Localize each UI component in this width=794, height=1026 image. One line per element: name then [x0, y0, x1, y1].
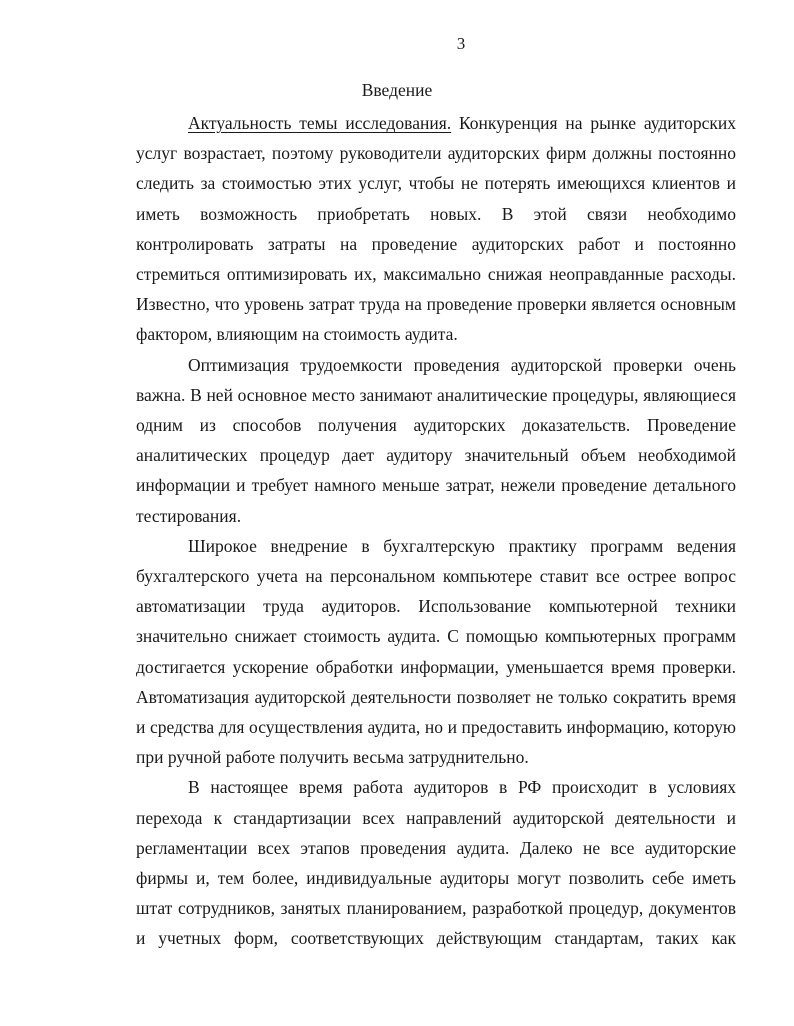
- relevance-lead-phrase: Актуальность темы исследования.: [188, 113, 452, 133]
- paragraph-text: Широкое внедрение в бухгалтерскую практику программ ведения бухгалтерского учета на персональном компьютере ставит все острее вопрос автоматизации труда аудиторов. Использование компьютерной техники значительно снижает стоимость аудита. С помощью компьютерных программ достигается ускорение обработки информации, уменьшается время проверки. Автоматизация аудиторской деятельности позволяет не только сократить время и средства для осуществления аудита, но и предоставить информацию, которую при ручной работе получить весьма затруднительно.: [136, 535, 736, 768]
- paragraph-text: Конкуренция на рынке аудиторских услуг возрастает, поэтому руководители аудиторских фирм должны постоянно следить за стоимостью этих услуг, чтобы не потерять имеющихся клиентов и иметь возможность приобретать новых. В этой связи необходимо контролировать затраты на проведение аудиторских работ и постоянно стремиться оптимизировать их, максимально снижая неоправданные расходы. Известно, что уровень затрат труда на проведение проверки является основным фактором, влияющим на стоимость аудита.: [136, 113, 736, 345]
- page-number: 3: [456, 34, 466, 53]
- section-title: Введение: [361, 80, 433, 100]
- paragraph-standardization: [136, 772, 736, 953]
- body-text: [136, 108, 736, 954]
- paragraph-relevance: [136, 108, 736, 350]
- paragraph-text: В настоящее время работа аудиторов в РФ происходит в условиях перехода к стандартизации всех направлений аудиторской деятельности и регламентации всех этапов проведения аудита. Далеко не все аудиторские фирмы и, тем более, индивидуальные аудиторы могут позволить себе иметь штат сотрудников, занятых планированием, разработкой процедур, документов и учетных форм, соответствующих действующим стандартам, таких как: [136, 777, 736, 949]
- paragraph-optimization: [136, 350, 736, 531]
- paragraph-text: Оптимизация трудоемкости проведения аудиторской проверки очень важна. В ней основное место занимают аналитические процедуры, являющиеся одним из способов получения аудиторских доказательств. Проведение аналитических процедур дает аудитору значительный объем необходимой информации и требует намного меньше затрат, нежели проведение детального тестирования.: [136, 354, 736, 526]
- paragraph-automation: [136, 531, 736, 773]
